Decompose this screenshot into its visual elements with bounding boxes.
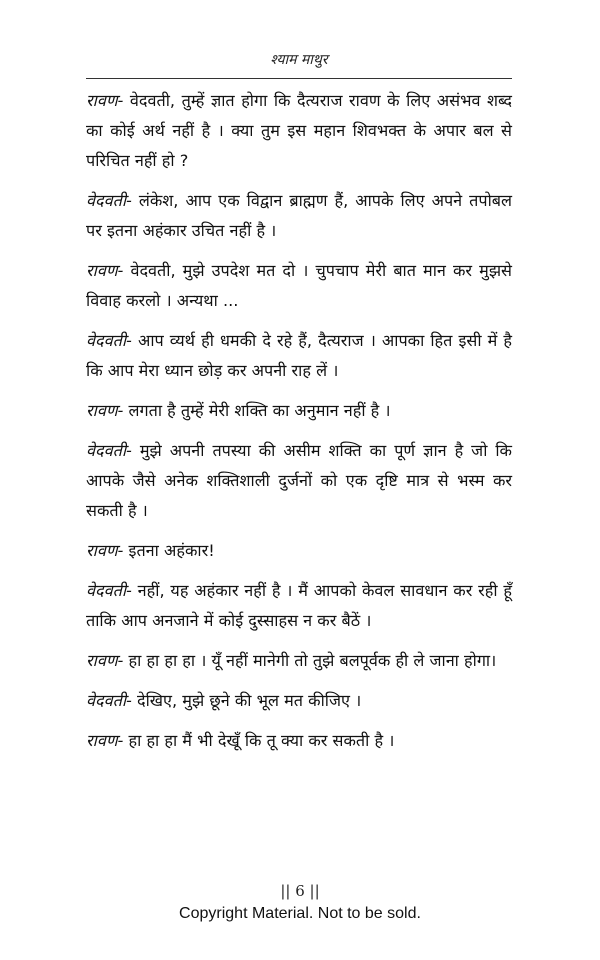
dialogue-line bbox=[86, 256, 512, 316]
dialogue-text: वेदवती, तुम्हें ज्ञात होगा कि दैत्यराज रावण के लिए असंभव शब्द का कोई अर्थ नहीं है । क्या तुम इस महान शिवभक्त के अपार बल से परिचित नहीं हो ? bbox=[86, 91, 512, 170]
dialogue-text: लंकेश, आप एक विद्वान ब्राह्मण हैं, आपके लिए अपने तपोबल पर इतना अहंकार उचित नहीं है । bbox=[86, 191, 512, 240]
speaker-label: वेदवती- bbox=[86, 691, 132, 710]
dialogue-text: देखिए, मुझे छूने की भूल मत कीजिए । bbox=[131, 691, 362, 710]
speaker-label: वेदवती- bbox=[86, 441, 132, 460]
speaker-label: वेदवती- bbox=[86, 581, 132, 600]
dialogue-line bbox=[86, 536, 512, 566]
dialogue-body bbox=[86, 86, 512, 766]
header-divider bbox=[86, 78, 512, 79]
page-number: || 6 || bbox=[280, 882, 320, 900]
dialogue-line bbox=[86, 686, 512, 716]
speaker-label: रावण- bbox=[86, 261, 124, 280]
dialogue-line bbox=[86, 726, 512, 756]
dialogue-text: आप व्यर्थ ही धमकी दे रहे हैं, दैत्यराज । आपका हित इसी में है कि आप मेरा ध्यान छोड़ कर अपनी राह लें । bbox=[86, 331, 512, 380]
dialogue-line bbox=[86, 186, 512, 246]
dialogue-text: हा हा हा मैं भी देखूँ कि तू क्या कर सकती है । bbox=[123, 731, 395, 750]
dialogue-text: इतना अहंकार! bbox=[123, 541, 215, 560]
dialogue-line bbox=[86, 646, 512, 676]
speaker-label: वेदवती- bbox=[86, 331, 132, 350]
running-header-author: श्याम माथुर bbox=[270, 52, 328, 68]
dialogue-line bbox=[86, 326, 512, 386]
speaker-label: रावण- bbox=[86, 651, 124, 670]
dialogue-text: लगता है तुम्हें मेरी शक्ति का अनुमान नहीं है । bbox=[123, 401, 391, 420]
dialogue-text: वेदवती, मुझे उपदेश मत दो । चुपचाप मेरी बात मान कर मुझसे विवाह करलो । अन्यथा ... bbox=[86, 261, 512, 310]
dialogue-text: मुझे अपनी तपस्या की असीम शक्ति का पूर्ण ज्ञान है जो कि आपके जैसे अनेक शक्तिशाली दुर्जनों को एक दृष्टि मात्र से भस्म कर सकती है । bbox=[86, 441, 512, 520]
dialogue-line bbox=[86, 396, 512, 426]
dialogue-line bbox=[86, 576, 512, 636]
speaker-label: रावण- bbox=[86, 731, 124, 750]
speaker-label: रावण- bbox=[86, 541, 124, 560]
dialogue-line bbox=[86, 436, 512, 526]
speaker-label: रावण- bbox=[86, 401, 124, 420]
dialogue-line bbox=[86, 86, 512, 176]
dialogue-text: नहीं, यह अहंकार नहीं है । मैं आपको केवल सावधान कर रही हूँ ताकि आप अनजाने में कोई दुस्साहस न कर बैठें । bbox=[86, 581, 512, 630]
copyright-notice: Copyright Material. Not to be sold. bbox=[179, 905, 421, 922]
speaker-label: वेदवती- bbox=[86, 191, 132, 210]
speaker-label: रावण- bbox=[86, 91, 124, 110]
dialogue-text: हा हा हा हा । यूँ नहीं मानेगी तो तुझे बलपूर्वक ही ले जाना होगा। bbox=[123, 651, 497, 670]
